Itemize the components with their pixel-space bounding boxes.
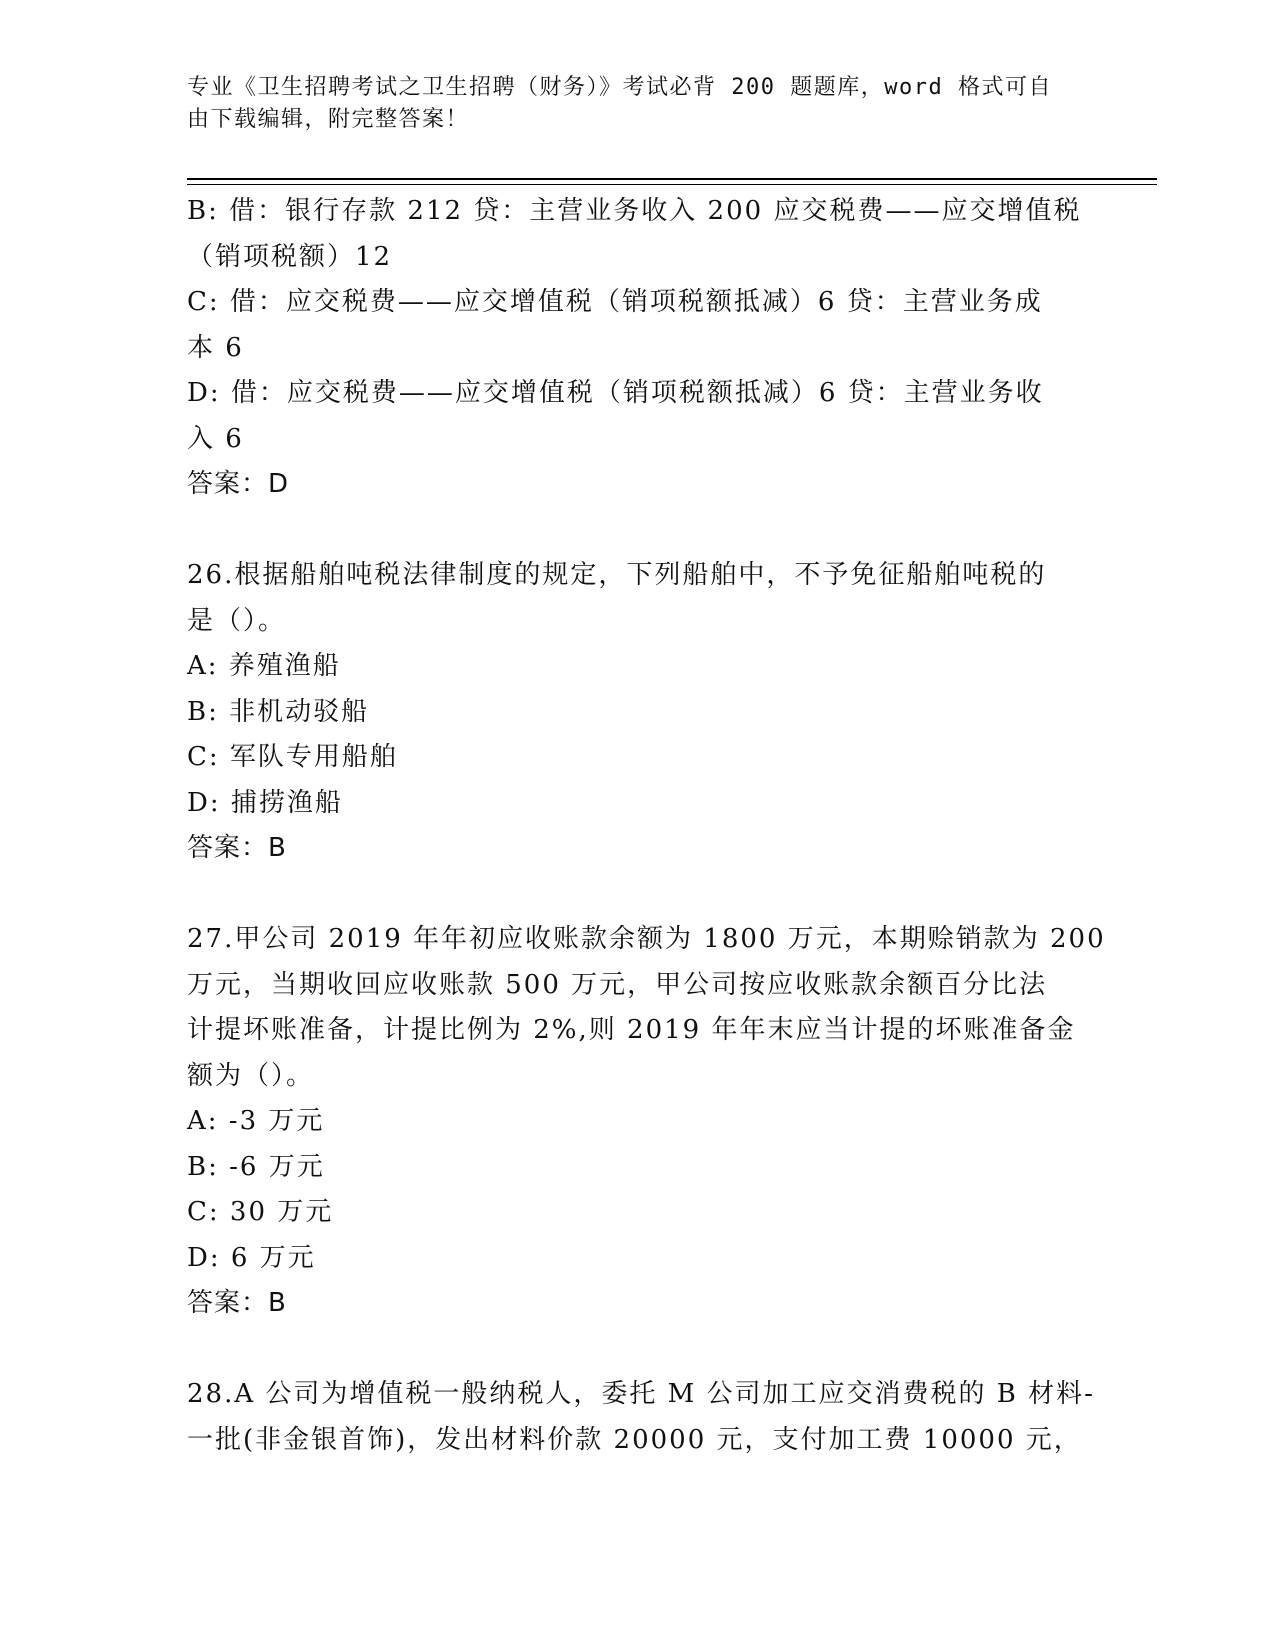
option-a: A: -3 万元 xyxy=(187,1106,325,1136)
option-d: D: 6 万元 xyxy=(187,1242,316,1273)
header-line-2: 由下载编辑，附完整答案！ xyxy=(187,107,470,132)
question-26 xyxy=(187,553,1067,872)
option-b: B: 非机动驳船 xyxy=(187,696,370,727)
option-b-continued: （销项税额）12 xyxy=(187,241,393,272)
option-c: C: 30 万元 xyxy=(187,1197,334,1227)
question-28 xyxy=(187,1372,1095,1463)
question-spacer xyxy=(187,508,1067,554)
question-stem-continued: 计提坏账准备，计提比例为 2%,则 2019 年年末应当计提的坏账准备金 xyxy=(187,1015,1076,1045)
question-spacer xyxy=(187,872,1067,918)
question-stem-continued: 额为（）。 xyxy=(187,1060,315,1091)
question-spacer xyxy=(187,1327,1067,1373)
question-stem: 28.A 公司为增值税一般纳税人，委托 M 公司加工应交消费税的 B 材料- xyxy=(187,1379,1095,1409)
option-a: A: 养殖渔船 xyxy=(187,651,341,681)
option-c: C: 军队专用船舶 xyxy=(187,742,398,772)
question-25-tail xyxy=(187,189,1082,508)
question-stem-continued: 万元，当期收回应收账款 500 万元，甲公司按应收账款余额百分比法 xyxy=(187,969,1048,1000)
question-stem: 26.根据船舶吨税法律制度的规定，下列船舶中，不予免征船舶吨税的 xyxy=(187,560,1047,590)
header-rule-thin xyxy=(187,184,1157,185)
question-content xyxy=(187,189,1106,1463)
option-b: B: 借：银行存款 212 贷：主营业务收入 200 应交税费——应交增值税 xyxy=(187,196,1082,226)
option-b: B: -6 万元 xyxy=(187,1151,325,1182)
page-header xyxy=(187,72,1067,136)
option-d: D: 借：应交税费——应交增值税（销项税额抵减）6 贷：主营业务收 xyxy=(187,378,1044,408)
question-stem-continued: 一批(非金银首饰)，发出材料价款 20000 元，支付加工费 10000 元， xyxy=(187,1424,1082,1455)
question-27 xyxy=(187,917,1106,1327)
option-d-continued: 入 6 xyxy=(187,423,244,454)
option-c: C: 借：应交税费——应交增值税（销项税额抵减）6 贷：主营业务成 xyxy=(187,287,1043,317)
answer-label: 答案：B xyxy=(187,1288,287,1318)
option-d: D: 捕捞渔船 xyxy=(187,787,343,818)
header-line-1: 专业《卫生招聘考试之卫生招聘（财务）》考试必背 200 题题库，word 格式可自 xyxy=(187,75,1052,100)
answer-label: 答案：B xyxy=(187,833,287,863)
answer-label: 答案：D xyxy=(187,469,290,499)
question-stem: 27.甲公司 2019 年年初应收账款余额为 1800 万元，本期赊销款为 200 xyxy=(187,924,1106,954)
question-stem-continued: 是（）。 xyxy=(187,605,287,636)
header-rule-thick xyxy=(187,178,1157,180)
option-c-continued: 本 6 xyxy=(187,332,244,363)
